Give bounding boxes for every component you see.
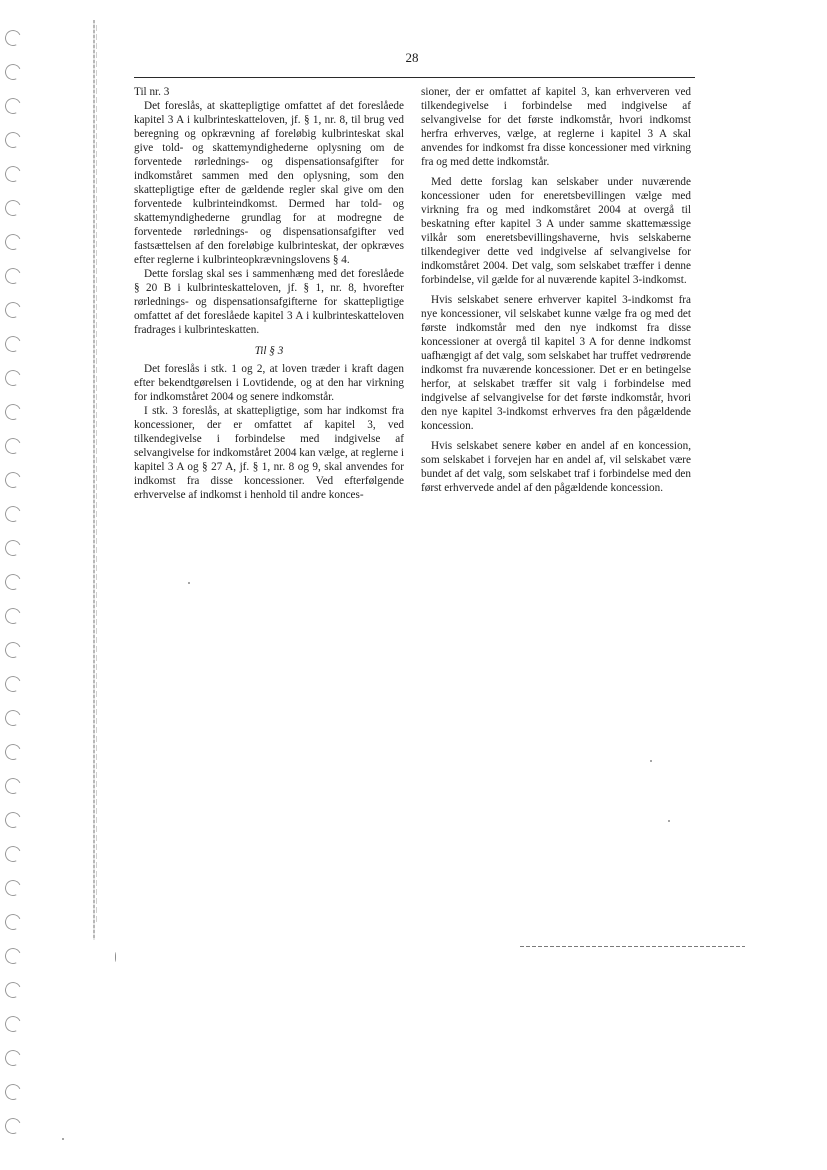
paragraph: Hvis selskabet senere køber en andel af en koncession, som selskabet i forvejen har en andel af, vil selskabet være bundet af det valg, som selskabet traf i forbindelse med den først erhvervede andel af den pågældende koncession. bbox=[421, 440, 691, 494]
scan-speck bbox=[668, 820, 670, 822]
binder-hole-icon bbox=[3, 708, 24, 729]
section-ref-label: Til nr. 3 bbox=[134, 86, 170, 98]
binder-hole-icon bbox=[3, 334, 24, 355]
binder-hole-icon bbox=[3, 640, 24, 661]
binder-hole-icon bbox=[3, 538, 24, 559]
paragraph: I stk. 3 foreslås, at skattepligtige, som har indkomst fra koncessioner, der er omfattet af kapitel 3, ved tilkendegivelse i forbindelse med indgivelse af selvangivelse for indkomståret 2004 kan vælge, at reglerne i kapitel 3 A og § 27 A, jf. § 1, nr. 8 og 9, skal anvendes for indkomst fra disse koncessioner. Ved efterfølgende erhvervelse af indkomst i henhold til andre konces- bbox=[134, 405, 404, 501]
binder-hole-icon bbox=[3, 572, 24, 593]
page-number: 28 bbox=[405, 50, 419, 65]
scan-artifact-line bbox=[520, 946, 745, 947]
binder-hole-icon bbox=[3, 776, 24, 797]
binder-hole-icon bbox=[3, 62, 24, 83]
left-column bbox=[134, 85, 404, 502]
binder-hole-icon bbox=[3, 844, 24, 865]
binder-hole-icon bbox=[3, 300, 24, 321]
binder-hole-icon bbox=[3, 946, 24, 967]
binder-hole-icon bbox=[3, 504, 24, 525]
binder-holes bbox=[5, 30, 27, 1150]
paragraph: Det foreslås i stk. 1 og 2, at loven træder i kraft dagen efter bekendtgørelsen i Lovtidende, og at den har virkning for indkomståret 2004 og senere indkomstår. bbox=[134, 363, 404, 403]
binder-hole-icon bbox=[3, 878, 24, 899]
binder-hole-icon bbox=[3, 368, 24, 389]
paragraph: Med dette forslag kan selskaber under nuværende koncessioner uden for eneretsbevillingen vælge med virkning fra og med indkomståret 2004 at overgå til beskatning efter kapitel 3 A under samme skattemæssige vilkår som eneretsbevillingshaverne, hvis selskaberne tilkendegiver dette ved indgivelse af selvangivelse for indkomståret 2004. Det valg, som selskabet træffer i denne forbindelse, vil gælde for al nuværende kapitel 3-indkomst. bbox=[421, 176, 691, 286]
binder-hole-icon bbox=[3, 1014, 24, 1035]
paragraph: Det foreslås, at skattepligtige omfattet af det foreslåede kapitel 3 A i kulbrinteskatteloven, jf. § 1, nr. 8, til brug ved beregning og opkrævning af foreløbig kulbrinteskat skal give told- og skattemyndighederne oplysning om de forventede rørlednings- og dispensationsafgifter for indkomståret sammen med den oplysning, som den skattepligtige efter de gældende regler skal give om den forventede kulbrinteindkomst. Dermed har told- og skattemyndighederne grundlag for at modregne de forventede rørlednings- og dispensationsafgifter ved fastsættelsen af den foreløbige kulbrinteskat, der opkræves efter reglerne i kulbrinteopkrævningslovens § 4. bbox=[134, 100, 404, 266]
paragraph: Hvis selskabet senere erhverver kapitel 3-indkomst fra nye koncessioner, vil selskabet kunne vælge fra og med det første indkomstår med den nye indkomst fra disse koncessioner at overgå til kapitel 3 A for denne indkomst uafhængigt af det valg, som selskabet har truffet vedrørende indkomst fra nuværende koncessioner. Det er en betingelse herfor, at selskabet træffer sit valg i forbindelse med indgivelse af selvangivelse for det første indkomstår, hvori den nye kapitel 3-indkomst erhverves fra den pågældende koncession. bbox=[421, 294, 691, 432]
binder-hole-icon bbox=[3, 606, 24, 627]
binder-hole-icon bbox=[3, 266, 24, 287]
binder-hole-icon bbox=[3, 436, 24, 457]
binder-hole-icon bbox=[3, 470, 24, 491]
scan-speck bbox=[115, 952, 116, 962]
right-column bbox=[421, 85, 691, 495]
binder-hole-icon bbox=[3, 810, 24, 831]
section-heading: Til § 3 bbox=[254, 345, 284, 357]
binder-hole-icon bbox=[3, 1082, 24, 1103]
binder-hole-icon bbox=[3, 1116, 24, 1137]
header-divider bbox=[134, 77, 695, 78]
binder-hole-icon bbox=[3, 674, 24, 695]
scan-speck bbox=[62, 1138, 64, 1140]
scan-speck bbox=[188, 582, 190, 584]
paragraph: Dette forslag skal ses i sammenhæng med det foreslåede § 20 B i kulbrinteskatteloven, jf. § 1, nr. 8, hvorefter rørlednings- og dispensationsafgifterne for skattepligtige omfattet af det foreslåede kapitel 3 A i kulbrinteskatteloven fradrages i kulbrinteskatten. bbox=[134, 268, 404, 336]
binder-hole-icon bbox=[3, 1048, 24, 1069]
binder-hole-icon bbox=[3, 28, 24, 49]
binder-hole-icon bbox=[3, 96, 24, 117]
paragraph: sioner, der er omfattet af kapitel 3, kan erhververen ved tilkendegivelse i forbindelse med indgivelse af selvangivelse for det første indkomstår, hvori indkomst herfra erhverves, vælge, at reglerne i kapitel 3 A skal anvendes for indkomst fra disse koncessioner med virkning fra og med dette indkomstår. bbox=[421, 86, 691, 168]
binder-hole-icon bbox=[3, 402, 24, 423]
binder-hole-icon bbox=[3, 130, 24, 151]
binder-hole-icon bbox=[3, 198, 24, 219]
scan-binding-edge bbox=[93, 20, 95, 940]
binder-hole-icon bbox=[3, 980, 24, 1001]
binder-hole-icon bbox=[3, 164, 24, 185]
scan-binding-edge bbox=[96, 25, 97, 925]
scan-speck bbox=[650, 760, 652, 762]
binder-hole-icon bbox=[3, 912, 24, 933]
binder-hole-icon bbox=[3, 232, 24, 253]
binder-hole-icon bbox=[3, 742, 24, 763]
